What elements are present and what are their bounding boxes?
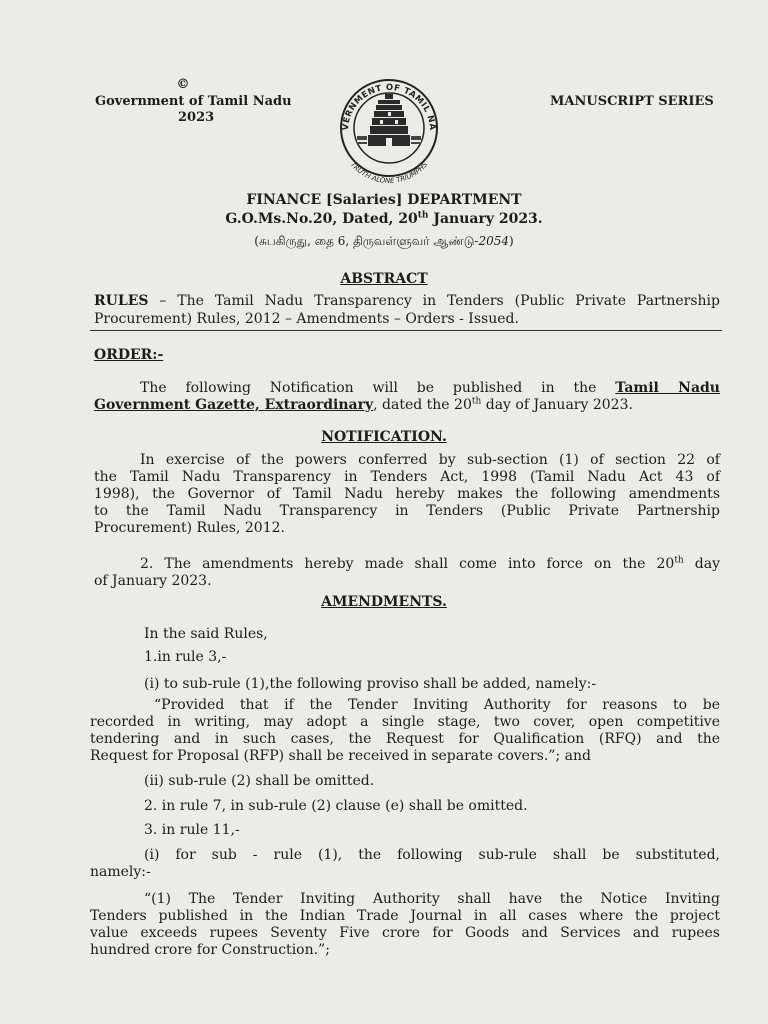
notification-line-5: Procurement) Rules, 2012. <box>94 520 285 536</box>
abstract-heading: ABSTRACT <box>340 271 428 287</box>
abstract-divider <box>90 330 722 331</box>
department-title: FINANCE [Salaries] DEPARTMENT <box>246 192 522 208</box>
notification-line-4: to the Tamil Nadu Transparency in Tenders (Public Private Partnership <box>94 503 720 519</box>
said-rules: In the said Rules, <box>144 626 268 642</box>
emblem-top-text: VERNMENT OF TAMIL NA <box>340 82 438 131</box>
tamil-date: (சுபகிருது, தை 6, திருவள்ளுவர் ஆண்டு-2054) <box>254 234 514 248</box>
amendment-item-3: 3. in rule 11,- <box>144 822 240 838</box>
amendment-item-1-ii: (ii) sub-rule (2) shall be omitted. <box>144 773 375 789</box>
proviso-line-4: Request for Proposal (RFP) shall be received in separate covers.”; and <box>90 748 591 764</box>
amendment-item-2: 2. in rule 7, in sub-rule (2) clause (e) shall be omitted. <box>144 798 528 814</box>
substituted-line-4: hundred crore for Construction.”; <box>90 942 330 958</box>
proviso-line-3: tendering and in such cases, the Request for Qualification (RFQ) and the <box>90 731 720 747</box>
header-year: 2023 <box>178 110 215 125</box>
amendment-item-1-i: (i) to sub-rule (1),the following proviso shall be added, namely:- <box>144 676 597 692</box>
order-line-1: The following Notification will be published in the Tamil Nadu <box>140 380 720 396</box>
proviso-line-2: recorded in writing, may adopt a single stage, two cover, open competitive <box>90 714 720 730</box>
amendment-item-3-i-line-1: (i) for sub - rule (1), the following sub-rule shall be substituted, <box>144 847 720 863</box>
manuscript-series: MANUSCRIPT SERIES <box>550 94 714 109</box>
notification-heading: NOTIFICATION. <box>321 429 447 445</box>
substituted-line-1: “(1) The Tender Inviting Authority shall have the Notice Inviting <box>144 891 720 907</box>
amendments-heading: AMENDMENTS. <box>321 594 447 610</box>
abstract-line-1: RULES – The Tamil Nadu Transparency in Tenders (Public Private Partnership <box>94 293 720 309</box>
commencement-line-1: 2. The amendments hereby made shall come into force on the 20th day <box>140 555 720 572</box>
substituted-line-2: Tenders published in the Indian Trade Journal in all cases where the project <box>90 908 720 924</box>
government-name: Government of Tamil Nadu <box>95 94 292 109</box>
amendment-item-3-i-line-2: namely:- <box>90 864 151 880</box>
go-number: G.O.Ms.No.20, Dated, 20th January 2023. <box>225 210 543 227</box>
copyright-symbol: © <box>176 77 190 92</box>
order-heading: ORDER:- <box>94 347 164 363</box>
emblem-motto: TRUTH ALONE TRIUMPHS <box>348 160 430 185</box>
svg-text:TRUTH ALONE TRIUMPHS <box>349 160 430 185</box>
abstract-line-2: Procurement) Rules, 2012 – Amendments – Orders - Issued. <box>94 311 519 327</box>
notification-line-2: the Tamil Nadu Transparency in Tenders Act, 1998 (Tamil Nadu Act 43 of <box>94 469 720 485</box>
amendment-item-1: 1.in rule 3,- <box>144 649 227 665</box>
commencement-line-2: of January 2023. <box>94 573 212 589</box>
notification-line-3: 1998), the Governor of Tamil Nadu hereby makes the following amendments <box>94 486 720 502</box>
state-emblem-icon <box>328 70 450 192</box>
notification-line-1: In exercise of the powers conferred by sub-section (1) of section 22 of <box>140 452 720 468</box>
order-line-2: Government Gazette, Extraordinary, dated the 20th day of January 2023. <box>94 396 633 413</box>
proviso-line-1: “Provided that if the Tender Inviting Authority for reasons to be <box>154 697 720 713</box>
substituted-line-3: value exceeds rupees Seventy Five crore for Goods and Services and rupees <box>90 925 720 941</box>
